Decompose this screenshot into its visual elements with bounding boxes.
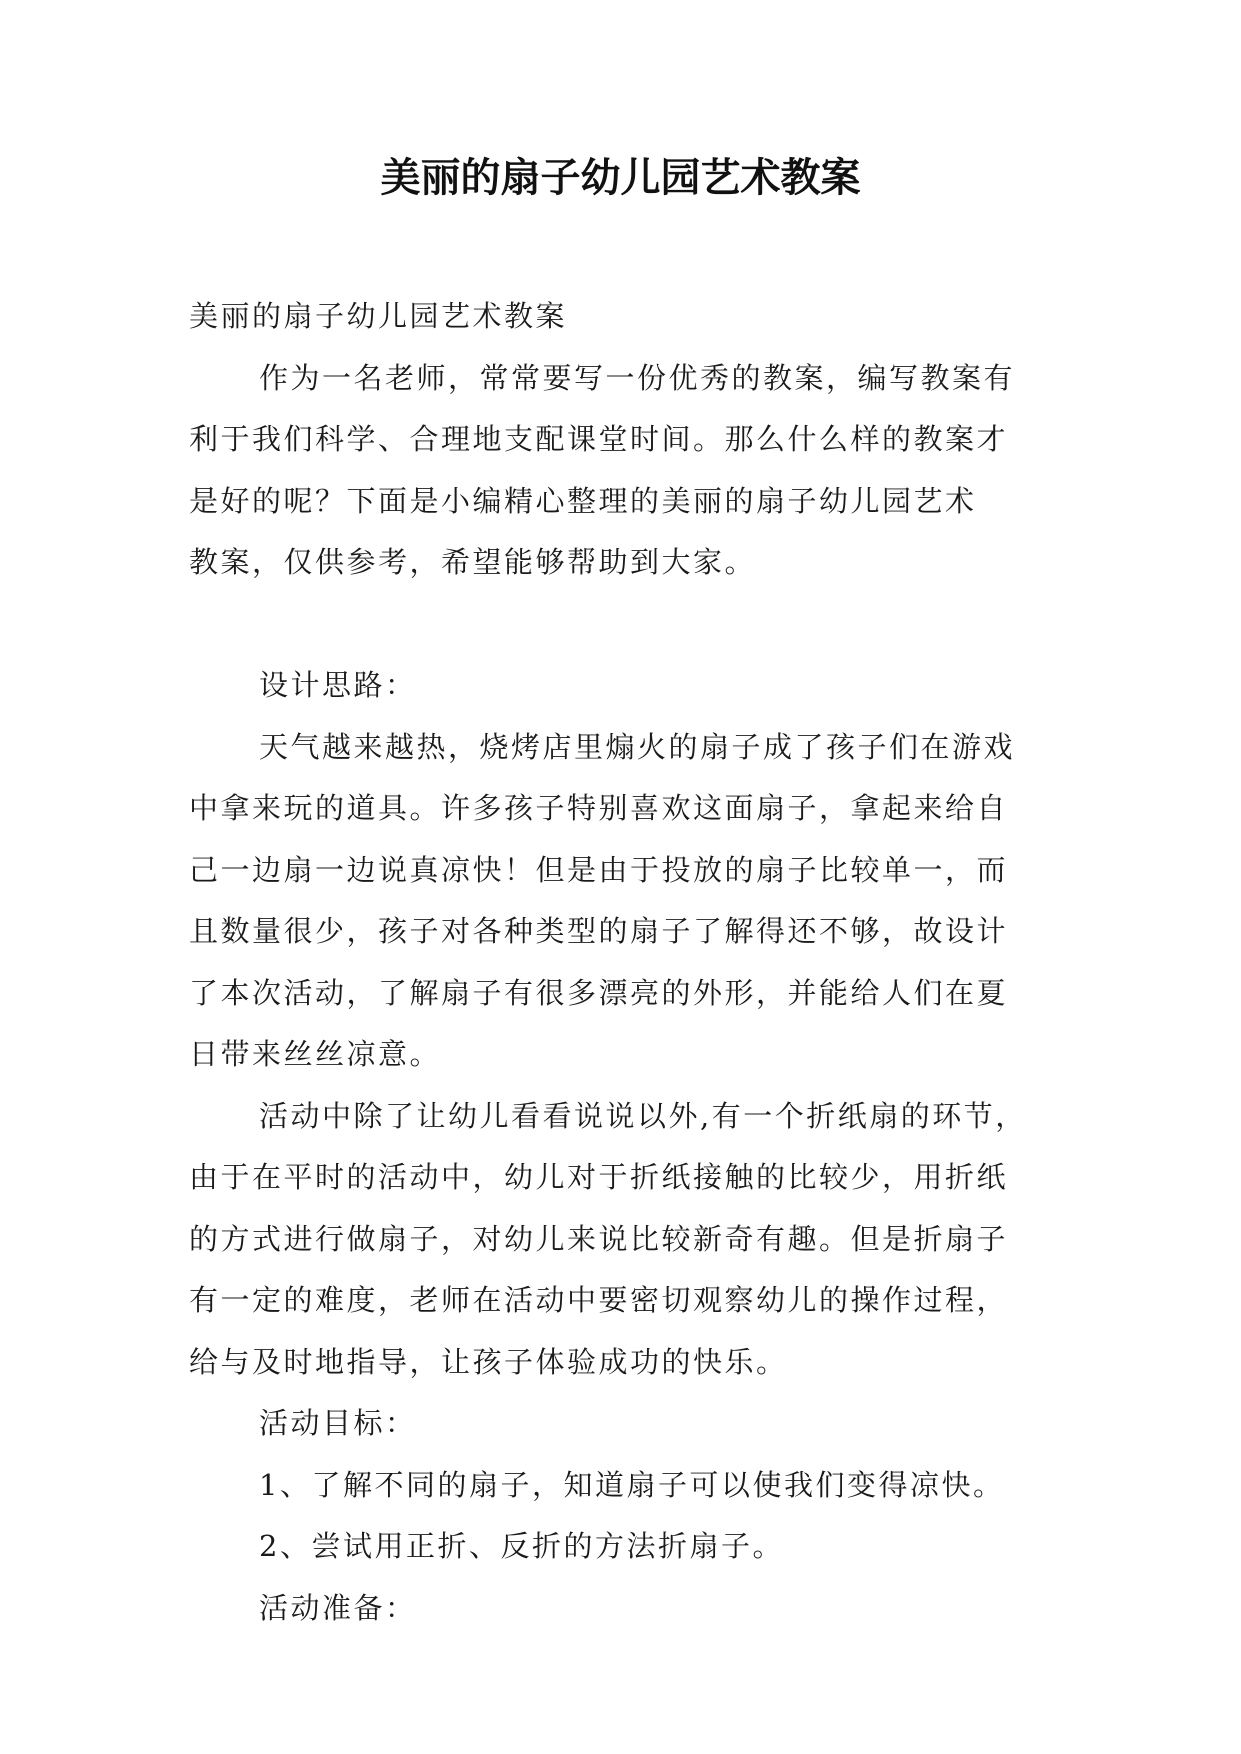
intro-line: 作为一名老师，常常要写一份优秀的教案，编写教案有 (259, 360, 1016, 395)
design-paragraph (189, 717, 1069, 1086)
design-line: 中拿来玩的道具。许多孩子特别喜欢这面扇子，拿起来给自 (189, 791, 1009, 825)
activity-line: 的方式进行做扇子，对幼儿来说比较新奇有趣。但是折扇子 (189, 1221, 1009, 1256)
document-body (189, 286, 1069, 1639)
document-title: 美丽的扇子幼儿园艺术教案 (380, 155, 861, 201)
intro-paragraph (189, 348, 1069, 594)
activity-line: 有一定的难度，老师在活动中要密切观察幼儿的操作过程， (189, 1283, 1009, 1317)
design-heading: 设计思路： (259, 668, 417, 702)
goal-item: 2、尝试用正折、反折的方法折扇子。 (259, 1529, 784, 1563)
goals-heading: 活动目标： (259, 1406, 417, 1440)
document-subtitle: 美丽的扇子幼儿园艺术教案 (189, 299, 568, 333)
activity-line: 活动中除了让幼儿看看说说以外,有一个折纸扇的环节， (259, 1098, 1027, 1133)
activity-line: 给与及时地指导，让孩子体验成功的快乐。 (189, 1344, 788, 1379)
design-line: 且数量很少，孩子对各种类型的扇子了解得还不够，故设计 (189, 914, 1009, 948)
paragraph-gap (189, 594, 1069, 656)
intro-line: 是好的呢？下面是小编精心整理的美丽的扇子幼儿园艺术 (189, 483, 977, 518)
intro-line: 利于我们科学、合理地支配课堂时间。那么什么样的教案才 (189, 422, 1009, 456)
design-line: 了本次活动，了解扇子有很多漂亮的外形，并能给人们在夏 (189, 975, 1009, 1010)
activity-line: 由于在平时的活动中，幼儿对于折纸接触的比较少，用折纸 (189, 1160, 1009, 1194)
goal-item: 1、了解不同的扇子，知道扇子可以使我们变得凉快。 (259, 1467, 1005, 1502)
prep-heading: 活动准备： (259, 1590, 417, 1625)
intro-line: 教案，仅供参考，希望能够帮助到大家。 (189, 545, 757, 579)
design-line: 天气越来越热，烧烤店里煽火的扇子成了孩子们在游戏 (259, 729, 1016, 764)
design-line: 日带来丝丝凉意。 (189, 1037, 442, 1071)
activity-paragraph (189, 1086, 1069, 1394)
design-line: 己一边扇一边说真凉快！但是由于投放的扇子比较单一，而 (189, 852, 1009, 887)
